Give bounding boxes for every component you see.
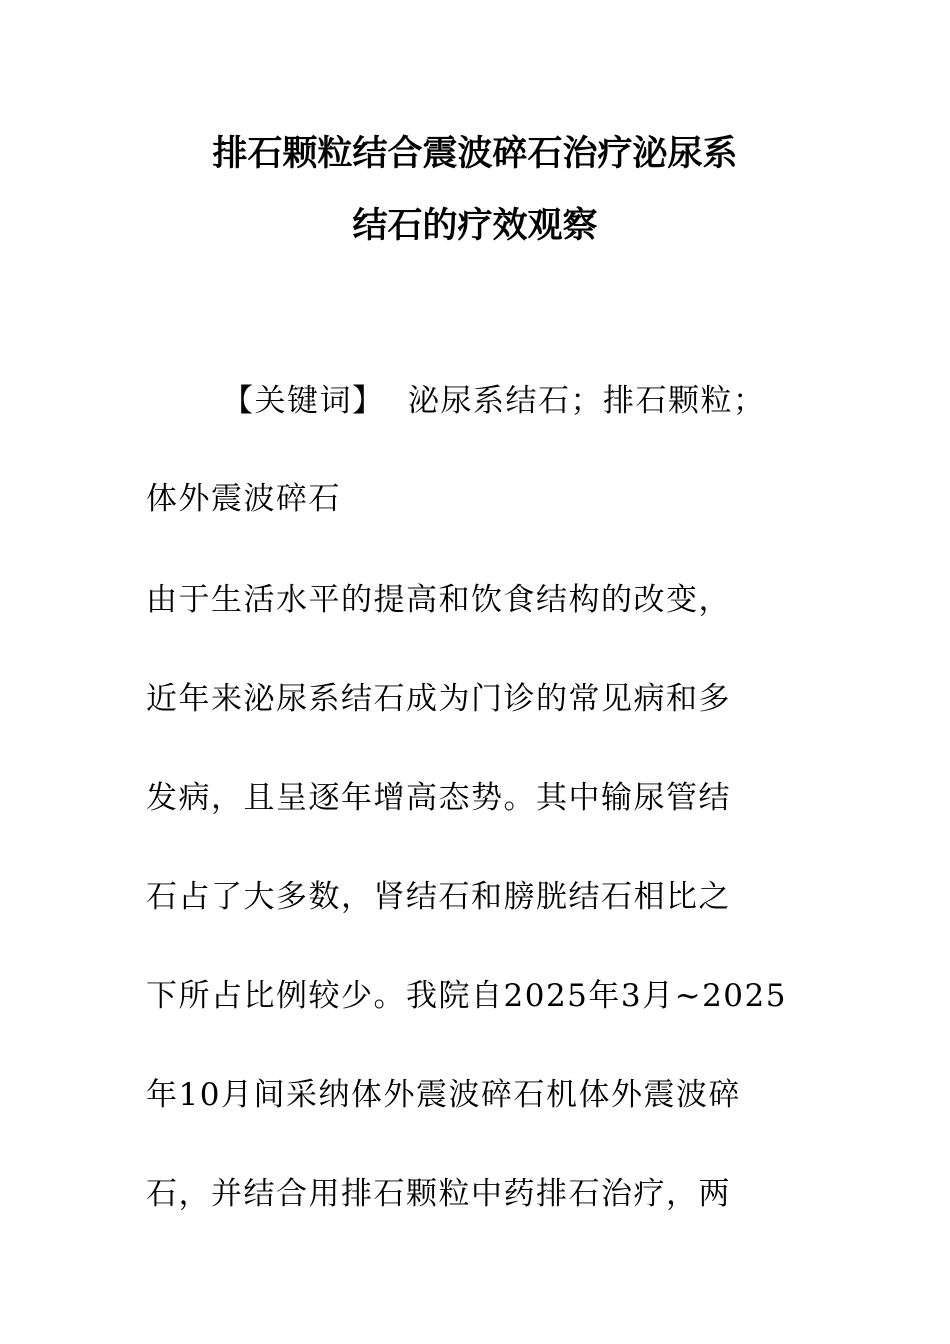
body-line: 发病，且呈逐年增高态势。其中输尿管结 (146, 780, 731, 816)
keywords-text-continued: 体外震波碎石 (146, 481, 341, 517)
document-title-line-1: 排石颗粒结合震波碎石治疗泌尿系 (212, 134, 738, 174)
body-line: 石，并结合用排石颗粒中药排石治疗，两 (146, 1176, 731, 1212)
body-line: 石占了大多数，肾结石和膀胱结石相比之 (146, 879, 731, 915)
keywords-label: 【关键词】 (222, 383, 385, 419)
body-line: 由于生活水平的提高和饮食结构的改变， (146, 582, 731, 618)
keywords-text: 泌尿系结石；排石颗粒； (408, 383, 766, 419)
body-line: 年10月间采纳体外震波碎石机体外震波碎 (146, 1077, 741, 1113)
body-line: 下所占比例较少。我院自2025年3月~2025 (146, 978, 787, 1014)
body-line: 近年来泌尿系结石成为门诊的常见病和多 (146, 681, 731, 717)
document-title-line-2: 结石的疗效观察 (352, 206, 598, 246)
